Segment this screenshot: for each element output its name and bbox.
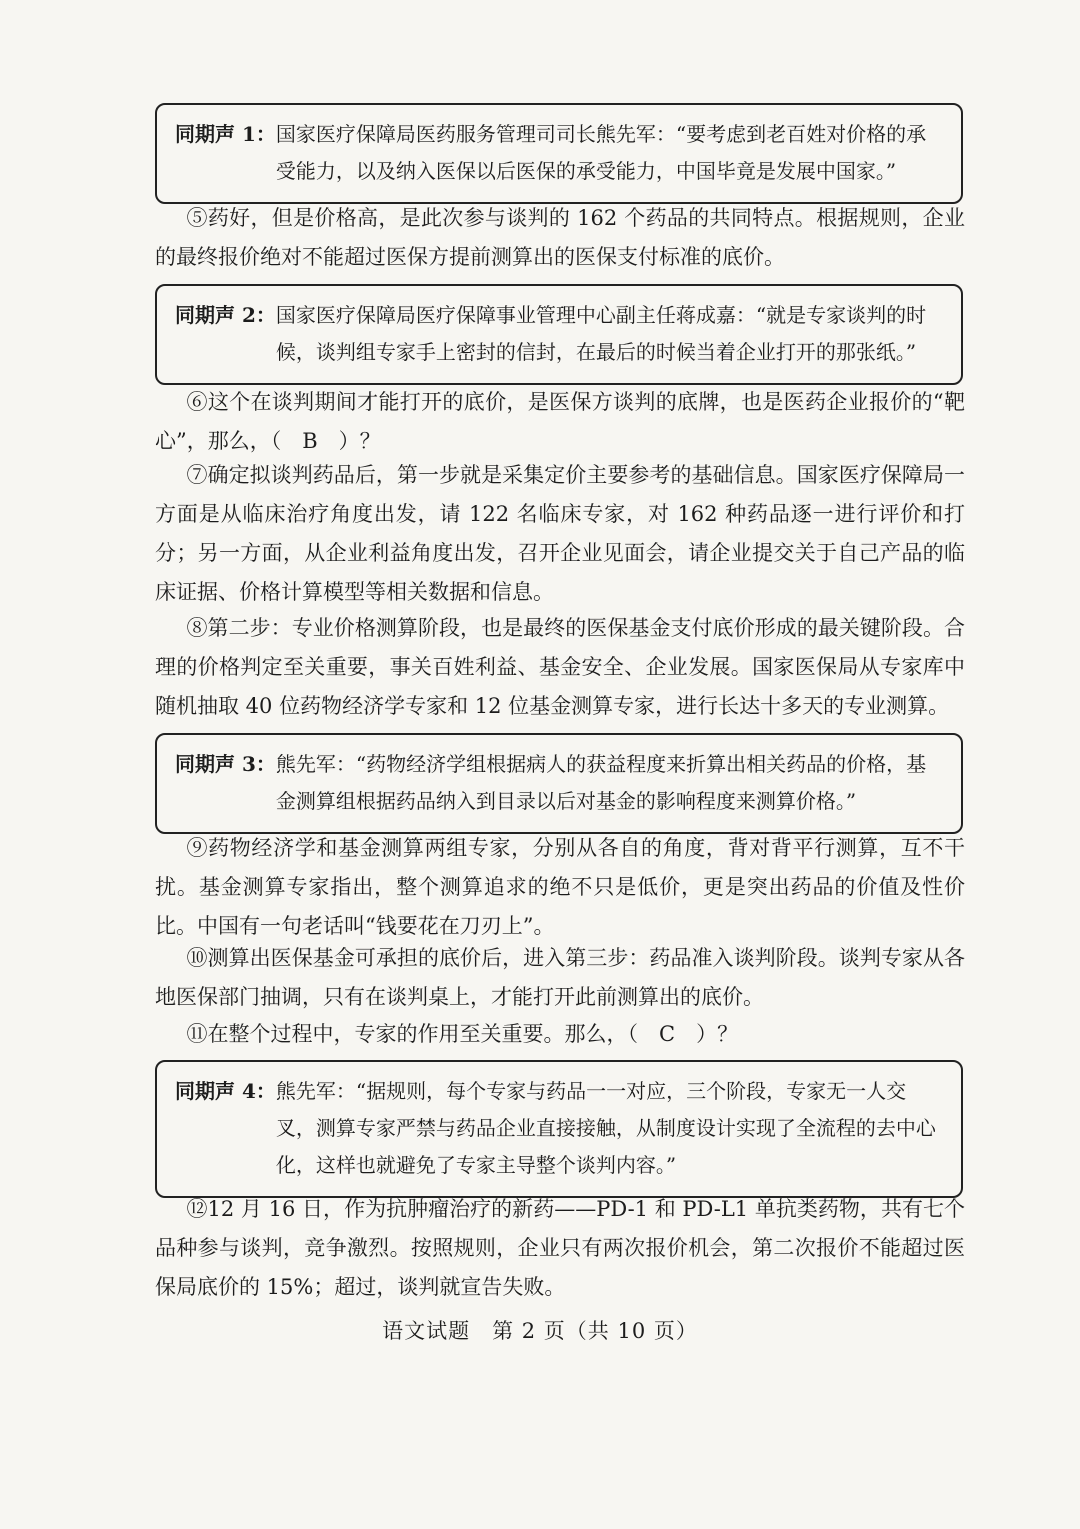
quote-box-3	[155, 733, 963, 834]
quote-label: 同期声 1：	[175, 122, 276, 146]
paragraph-12: ⑫12 月 16 日，作为抗肿瘤治疗的新药——PD-1 和 PD-L1 单抗类药物，共有七个品种参与谈判，竞争激烈。按照规则，企业只有两次报价机会，第二次报价不能超过医保局底价的 15%；超过，谈判就宣告失败。	[155, 1197, 965, 1299]
paragraph-11: ⑪在整个过程中，专家的作用至关重要。那么，（ C ）？	[186, 1022, 739, 1046]
quote-label: 同期声 3：	[175, 752, 276, 776]
paragraph-5: ⑤药好，但是价格高，是此次参与谈判的 162 个药品的共同特点。根据规则，企业的最终报价绝对不能超过医保方提前测算出的医保支付标准的底价。	[155, 206, 965, 269]
paragraph-7: ⑦确定拟谈判药品后，第一步就是采集定价主要参考的基础信息。国家医疗保障局一方面是从临床治疗角度出发，请 122 名临床专家，对 162 种药品逐一进行评价和打分；另一方面，从企业利益角度出发，召开企业见面会，请企业提交关于自己产品的临床证据、价格计算模型等相关数据和信息。	[155, 463, 965, 604]
page-footer: 语文试题 第 2 页（共 10 页）	[382, 1319, 698, 1343]
paragraph-6: ⑥这个在谈判期间才能打开的底价，是医保方谈判的底牌，也是医药企业报价的“靶心”，那么，（ B ）？	[155, 390, 965, 453]
paragraph-9: ⑨药物经济学和基金测算两组专家，分别从各自的角度，背对背平行测算，互不干扰。基金测算专家指出，整个测算追求的绝不只是低价，更是突出药品的价值及性价比。中国有一句老话叫“钱要花在刀刃上”。	[155, 836, 965, 938]
quote-box-1	[155, 103, 963, 204]
quote-text: 国家医疗保障局医疗保障事业管理中心副主任蒋成嘉：“就是专家谈判的时候，谈判组专家手上密封的信封，在最后的时候当着企业打开的那张纸。”	[275, 303, 927, 364]
quote-box-2	[155, 284, 963, 385]
quote-text: 熊先军：“药物经济学组根据病人的获益程度来折算出相关药品的价格，基金测算组根据药品纳入到目录以后对基金的影响程度来测算价格。”	[275, 752, 927, 813]
quote-label: 同期声 4：	[175, 1079, 276, 1103]
paragraph-10: ⑩测算出医保基金可承担的底价后，进入第三步：药品准入谈判阶段。谈判专家从各地医保部门抽调，只有在谈判桌上，才能打开此前测算出的底价。	[155, 946, 965, 1009]
paragraph-8: ⑧第二步：专业价格测算阶段，也是最终的医保基金支付底价形成的最关键阶段。合理的价格判定至关重要，事关百姓利益、基金安全、企业发展。国家医保局从专家库中随机抽取 40 位药物经济学专家和 12 位基金测算专家，进行长达十多天的专业测算。	[155, 616, 965, 718]
quote-text: 国家医疗保障局医药服务管理司司长熊先军：“要考虑到老百姓对价格的承受能力，以及纳入医保以后医保的承受能力，中国毕竟是发展中国家。”	[275, 122, 927, 183]
quote-box-4	[155, 1060, 963, 1198]
quote-label: 同期声 2：	[175, 303, 276, 327]
quote-text: 熊先军：“据规则，每个专家与药品一一对应，三个阶段，专家无一人交叉，测算专家严禁与药品企业直接接触，从制度设计实现了全流程的去中心化，这样也就避免了专家主导整个谈判内容。”	[275, 1079, 936, 1177]
